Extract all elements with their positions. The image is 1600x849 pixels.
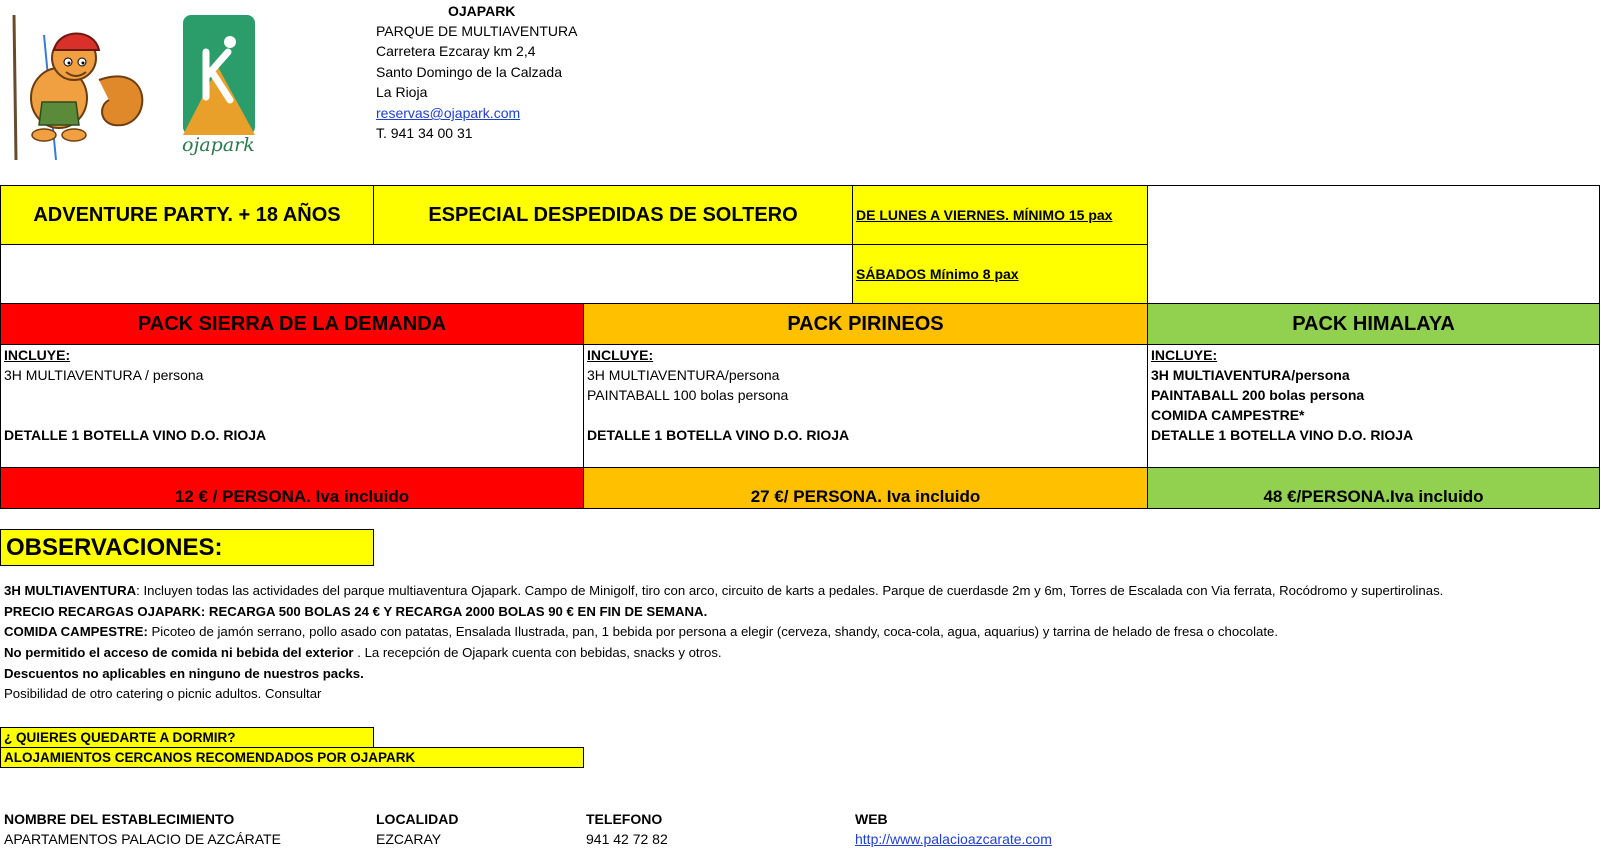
logo-wordmark: ojapark: [182, 134, 255, 156]
pack-pirineos-price: 27 €/ PERSONA. Iva incluido: [750, 487, 981, 506]
pack-himalaya-details: [1147, 344, 1600, 468]
email-link[interactable]: reservas@ojapark.com: [376, 105, 521, 121]
pack-detail: DETALLE 1 BOTELLA VINO D.O. RIOJA: [1151, 427, 1414, 443]
observation-line: Descuentos no aplicables en ninguno de nuestros packs.: [4, 666, 364, 681]
observation-line: PRECIO RECARGAS OJAPARK: RECARGA 500 BOLAS 24 € Y RECARGA 2000 BOLAS 90 € EN FIN DE SEMANA.: [4, 604, 708, 619]
stay-question-box: [0, 727, 374, 748]
saturday-minimum-label: SÁBADOS Mínimo 8 pax: [856, 266, 1019, 282]
weekday-minimum-cell: [852, 185, 1148, 245]
special-event-title: ESPECIAL DESPEDIDAS DE SOLTERO: [428, 203, 798, 226]
banner-empty-right: [1147, 185, 1600, 304]
weekday-minimum-label: DE LUNES A VIERNES. MÍNIMO 15 pax: [856, 207, 1113, 223]
includes-label: INCLUYE:: [587, 347, 654, 363]
adventure-party-title: ADVENTURE PARTY. + 18 AÑOS: [33, 203, 341, 226]
special-event-cell: [373, 185, 853, 245]
address-line-4: La Rioja: [376, 84, 428, 100]
pack-item: [4, 405, 580, 425]
observation-line: [4, 643, 722, 663]
pack-item: COMIDA CAMPESTRE*: [1151, 407, 1305, 423]
recommended-lodging: ALOJAMIENTOS CERCANOS RECOMENDADOS POR OJAPARK: [4, 750, 416, 765]
pack-detail: DETALLE 1 BOTELLA VINO D.O. RIOJA: [587, 427, 850, 443]
lodging-name: APARTAMENTOS PALACIO DE AZCÁRATE: [4, 831, 281, 847]
pack-pirineos-price-cell: [583, 467, 1148, 509]
pack-pirineos-details: [583, 344, 1148, 468]
address-line-2: Carretera Ezcaray km 2,4: [376, 43, 536, 59]
lodging-phone: 941 42 72 82: [586, 831, 668, 847]
observation-text: Picoteo de jamón serrano, pollo asado con patatas, Ensalada Ilustrada, pan, 1 bebida por persona a elegir (cerveza, shandy, coca-cola, agua, aquarius) y tarrina de helado de fresa o chocolate.: [147, 624, 1279, 639]
pack-sierra-header: [0, 303, 584, 345]
pack-item: 3H MULTIAVENTURA/persona: [1151, 367, 1350, 383]
pack-item: 3H MULTIAVENTURA / persona: [4, 367, 204, 383]
observation-line: [4, 581, 1443, 601]
observation-bold-term: 3H MULTIAVENTURA: [4, 583, 137, 598]
observation-line: [4, 622, 1278, 642]
pack-himalaya-header: [1147, 303, 1600, 345]
recommended-lodging-box: [0, 747, 584, 768]
observations-title: OBSERVACIONES:: [6, 533, 223, 561]
saturday-minimum-cell: [852, 244, 1148, 304]
banner-empty-left: [0, 244, 853, 304]
pack-detail: DETALLE 1 BOTELLA VINO D.O. RIOJA: [4, 427, 267, 443]
pack-himalaya-name: PACK HIMALAYA: [1292, 312, 1455, 335]
col-header-phone: TELEFONO: [586, 811, 663, 827]
observation-text: : Incluyen todas las actividades del parque multiaventura Ojapark. Campo de Minigolf, tiro con arco, circuito de karts a pedales. Parque de cuerdasde 2m y 6m, Torres de Escalada con Via ferrata, Rocódromo y supertirolinas.: [136, 583, 1444, 598]
includes-label: INCLUYE:: [1151, 347, 1218, 363]
observation-bold-term: COMIDA CAMPESTRE:: [4, 624, 148, 639]
pack-item: PAINTABALL 100 bolas persona: [587, 387, 789, 403]
pack-pirineos-header: [583, 303, 1148, 345]
pack-pirineos-name: PACK PIRINEOS: [787, 312, 944, 335]
pack-sierra-details: [0, 344, 584, 468]
pack-sierra-price-cell: [0, 467, 584, 509]
pack-item: [587, 405, 1144, 425]
col-header-establishment: NOMBRE DEL ESTABLECIMIENTO: [4, 811, 235, 827]
observation-line: Posibilidad de otro catering o picnic adultos. Consultar: [4, 686, 322, 701]
adventure-party-cell: [0, 185, 374, 245]
pack-item: PAINTABALL 200 bolas persona: [1151, 387, 1365, 403]
company-name: OJAPARK: [448, 3, 516, 19]
pack-item: 3H MULTIAVENTURA/persona: [587, 367, 780, 383]
pack-himalaya-price: 48 €/PERSONA.Iva incluido: [1263, 487, 1484, 506]
observation-text: . La recepción de Ojapark cuenta con bebidas, snacks y otros.: [353, 645, 722, 660]
address-line-1: PARQUE DE MULTIAVENTURA: [376, 23, 578, 39]
observations-heading-box: [0, 529, 374, 566]
lodging-web-link[interactable]: http://www.palacioazcarate.com: [855, 831, 1052, 847]
pack-sierra-price: 12 € / PERSONA. Iva incluido: [174, 487, 410, 506]
col-header-web: WEB: [855, 811, 888, 827]
pack-item: [4, 385, 580, 405]
observation-bold-term: No permitido el acceso de comida ni bebida del exterior: [4, 645, 354, 660]
pack-himalaya-price-cell: [1147, 467, 1600, 509]
phone-number: T. 941 34 00 31: [376, 125, 473, 141]
squirrel-mascot-illustration: [4, 10, 154, 160]
includes-label: INCLUYE:: [4, 347, 71, 363]
pack-sierra-name: PACK SIERRA DE LA DEMANDA: [137, 312, 447, 335]
ojapark-logo: [178, 12, 268, 162]
lodging-locality: EZCARAY: [376, 831, 442, 847]
col-header-locality: LOCALIDAD: [376, 811, 459, 827]
address-line-3: Santo Domingo de la Calzada: [376, 64, 563, 80]
stay-question: ¿ QUIERES QUEDARTE A DORMIR?: [4, 730, 236, 745]
